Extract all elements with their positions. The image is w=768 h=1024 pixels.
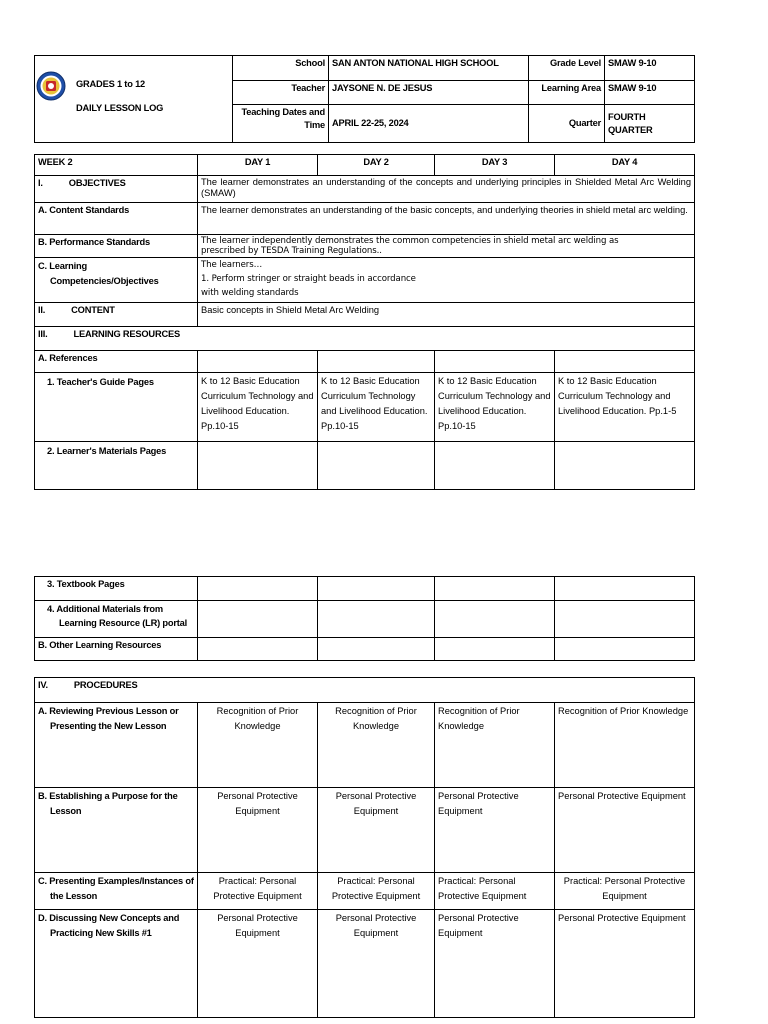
day-3-header: DAY 3 bbox=[435, 155, 555, 176]
quarter-label: Quarter bbox=[529, 105, 605, 143]
textbook-day4 bbox=[555, 577, 695, 601]
presenting-day4: Practical: Personal Protective Equipment bbox=[555, 873, 695, 910]
presenting-examples-label: C. Presenting Examples/Instances of the Lesson bbox=[35, 873, 198, 910]
other-day2 bbox=[318, 638, 435, 661]
other-day1 bbox=[198, 638, 318, 661]
day-1-header: DAY 1 bbox=[198, 155, 318, 176]
learning-area-label: Learning Area bbox=[529, 81, 605, 105]
reviewing-day3: Recognition of Prior Knowledge bbox=[435, 703, 555, 788]
deped-seal-icon bbox=[36, 71, 66, 101]
references-day2 bbox=[318, 351, 435, 373]
teachers-guide-day4: K to 12 Basic Education Curriculum Technology and Livelihood Education. Pp.1-5 bbox=[555, 373, 695, 442]
textbook-day1 bbox=[198, 577, 318, 601]
content-text: Basic concepts in Shield Metal Arc Welding bbox=[198, 303, 695, 327]
performance-standards-text: The learner independently demonstrates the common competencies in shield metal arc welding as prescribed by TESDA Training Regulations.. bbox=[198, 235, 695, 258]
header-table bbox=[34, 55, 695, 143]
discussing-day4: Personal Protective Equipment bbox=[555, 910, 695, 1018]
discussing-concepts-label: D. Discussing New Concepts and Practicing New Skills #1 bbox=[35, 910, 198, 1018]
teaching-dates-label: Teaching Dates and Time bbox=[233, 105, 329, 143]
references-label: A. References bbox=[35, 351, 198, 373]
discussing-day3: Personal Protective Equipment bbox=[435, 910, 555, 1018]
establishing-day2: Personal Protective Equipment bbox=[318, 788, 435, 873]
additional-day4 bbox=[555, 601, 695, 638]
reviewing-day1: Recognition of Prior Knowledge bbox=[198, 703, 318, 788]
quarter-value: FOURTH QUARTER bbox=[605, 105, 695, 143]
teachers-guide-label: 1. Teacher's Guide Pages bbox=[35, 373, 198, 442]
references-day1 bbox=[198, 351, 318, 373]
textbook-pages-label: 3. Textbook Pages bbox=[35, 577, 198, 601]
grade-level-value: SMAW 9-10 bbox=[605, 56, 695, 81]
teachers-guide-day2: K to 12 Basic Education Curriculum Technology and Livelihood Education. Pp.10-15 bbox=[318, 373, 435, 442]
day-4-header: DAY 4 bbox=[555, 155, 695, 176]
reviewing-day2: Recognition of Prior Knowledge bbox=[318, 703, 435, 788]
lesson-log-table-2 bbox=[34, 576, 695, 661]
content-standards-text: The learner demonstrates an understanding of the basic concepts, and underlying theories in shield metal arc welding. bbox=[198, 203, 695, 235]
presenting-day3: Practical: Personal Protective Equipment bbox=[435, 873, 555, 910]
grade-level-label: Grade Level bbox=[529, 56, 605, 81]
log-title-line1: GRADES 1 to 12 bbox=[76, 79, 146, 89]
teacher-label: Teacher bbox=[233, 81, 329, 105]
discussing-day1: Personal Protective Equipment bbox=[198, 910, 318, 1018]
presenting-day1: Practical: Personal Protective Equipment bbox=[198, 873, 318, 910]
teaching-dates-value: APRIL 22-25, 2024 bbox=[329, 105, 529, 143]
school-label: School bbox=[233, 56, 329, 81]
additional-materials-label: 4. Additional Materials from Learning Resource (LR) portal bbox=[35, 601, 198, 638]
school-value: SAN ANTON NATIONAL HIGH SCHOOL bbox=[329, 56, 529, 81]
week-label: WEEK 2 bbox=[35, 155, 198, 176]
learning-area-value: SMAW 9-10 bbox=[605, 81, 695, 105]
additional-day3 bbox=[435, 601, 555, 638]
lesson-log-table-3 bbox=[34, 677, 695, 1018]
learning-competencies-label: C. Learning Competencies/Objectives bbox=[35, 258, 198, 303]
learners-materials-day3 bbox=[435, 442, 555, 490]
objectives-label: I. OBJECTIVES bbox=[35, 176, 198, 203]
additional-day2 bbox=[318, 601, 435, 638]
teacher-value: JAYSONE N. DE JESUS bbox=[329, 81, 529, 105]
content-standards-label: A. Content Standards bbox=[35, 203, 198, 235]
other-day3 bbox=[435, 638, 555, 661]
learning-competencies-text: The learners… 1. Perform stringer or straight beads in accordance with welding standards bbox=[198, 258, 695, 303]
establishing-day1: Personal Protective Equipment bbox=[198, 788, 318, 873]
learners-materials-day1 bbox=[198, 442, 318, 490]
establishing-purpose-label: B. Establishing a Purpose for the Lesson bbox=[35, 788, 198, 873]
reviewing-lesson-label: A. Reviewing Previous Lesson or Presenting the New Lesson bbox=[35, 703, 198, 788]
procedures-label: IV. PROCEDURES bbox=[35, 678, 695, 703]
learners-materials-label: 2. Learner's Materials Pages bbox=[35, 442, 198, 490]
content-label: II. CONTENT bbox=[35, 303, 198, 327]
teachers-guide-day1: K to 12 Basic Education Curriculum Technology and Livelihood Education. Pp.10-15 bbox=[198, 373, 318, 442]
day-2-header: DAY 2 bbox=[318, 155, 435, 176]
learners-materials-day4 bbox=[555, 442, 695, 490]
presenting-day2: Practical: Personal Protective Equipment bbox=[318, 873, 435, 910]
textbook-day2 bbox=[318, 577, 435, 601]
additional-day1 bbox=[198, 601, 318, 638]
textbook-day3 bbox=[435, 577, 555, 601]
reviewing-day4: Recognition of Prior Knowledge bbox=[555, 703, 695, 788]
teachers-guide-day3: K to 12 Basic Education Curriculum Technology and Livelihood Education. Pp.10-15 bbox=[435, 373, 555, 442]
references-day4 bbox=[555, 351, 695, 373]
establishing-day4: Personal Protective Equipment bbox=[555, 788, 695, 873]
log-title-line2: DAILY LESSON LOG bbox=[76, 103, 164, 113]
other-resources-label: B. Other Learning Resources bbox=[35, 638, 198, 661]
performance-standards-label: B. Performance Standards bbox=[35, 235, 198, 258]
other-day4 bbox=[555, 638, 695, 661]
establishing-day3: Personal Protective Equipment bbox=[435, 788, 555, 873]
discussing-day2: Personal Protective Equipment bbox=[318, 910, 435, 1018]
references-day3 bbox=[435, 351, 555, 373]
objectives-text: The learner demonstrates an understanding of the concepts and underlying principles in Shielded Metal Arc Welding (SMAW) bbox=[198, 176, 695, 203]
lesson-log-table-1 bbox=[34, 154, 695, 490]
learning-resources-label: III. LEARNING RESOURCES bbox=[35, 327, 695, 351]
learners-materials-day2 bbox=[318, 442, 435, 490]
